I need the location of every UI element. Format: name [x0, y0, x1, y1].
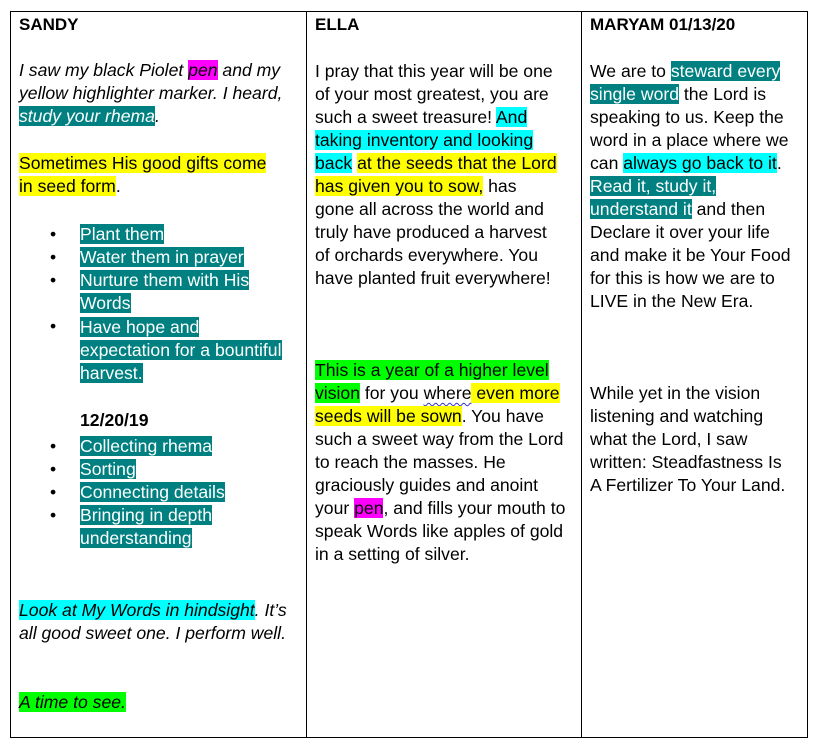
column-header: MARYAM 01/13/20: [590, 15, 736, 34]
highlight-yellow: at the seeds that the Lord has given you to sow,: [315, 153, 557, 196]
column-header: SANDY: [19, 15, 79, 34]
text-span: .: [115, 176, 121, 196]
text-span: has gone all across the world and truly have produced a harvest of orchards everywhere. You have planted fruit everywhere!: [315, 176, 551, 288]
text-span: , and fills your mouth to speak Words like apples of gold in a setting of silver.: [315, 498, 566, 564]
highlight-green: A time to see.: [19, 692, 126, 712]
text-span: We are to: [590, 61, 671, 81]
highlight-cyan: Look at My Words in hindsight: [19, 600, 255, 620]
text-span: where: [423, 383, 472, 403]
list-item: • Plant them: [50, 223, 282, 246]
list-item: • Sorting: [50, 458, 282, 481]
text-span: .: [776, 153, 782, 173]
paragraph: While yet in the vision listening and watching what the Lord, I saw written: Steadfastness Is A Fertilizer To Your Land.: [590, 383, 786, 495]
paragraph: [590, 60, 795, 313]
column-maryam: [582, 12, 807, 737]
list-item: • Bringing in depth understanding: [50, 504, 282, 550]
text-span: . It’s all good sweet one. I perform well.: [19, 600, 287, 643]
highlight-teal: steward every single word: [590, 61, 781, 104]
text-span: I saw my black Piolet: [19, 60, 189, 80]
highlight-cyan: And taking inventory and looking back: [315, 107, 534, 173]
highlight-teal: Read it, study it, understand it: [590, 176, 717, 219]
highlight-cyan: always go back to it: [623, 153, 777, 173]
highlight-magenta: pen: [354, 498, 384, 518]
bullet-list: [50, 223, 282, 385]
paragraph: [19, 691, 299, 714]
list-item: • Water them in prayer: [50, 246, 282, 269]
text-span: and then Declare it over your life and make it be Your Food for this is how we are to LIVE in the New Era.: [590, 199, 791, 311]
text-span: and my yellow highlighter marker. I heard,: [19, 60, 283, 103]
highlight-teal: study your rhema: [19, 106, 155, 126]
column-header: ELLA: [315, 15, 360, 34]
highlight-yellow: even more seeds will be sown: [315, 383, 560, 426]
paragraph: [19, 599, 304, 645]
list-item: • Have hope and expectation for a bountiful harvest.: [50, 315, 282, 385]
document-table: [10, 11, 808, 738]
date-label: 12/20/19: [80, 410, 149, 430]
list-item: • Collecting rhema: [50, 435, 282, 458]
bullet-list: [50, 435, 282, 550]
highlight-magenta: pen: [188, 60, 218, 80]
text-span: the Lord is speaking to us. Keep the word in a place where we can: [590, 84, 789, 173]
paragraph: [315, 60, 560, 290]
text-span: I pray that this year will be one of your most greatest, you are such a sweet treasure!: [315, 61, 553, 127]
highlight-yellow: Sometimes His good gifts come in seed form: [19, 153, 267, 196]
list-item: • Connecting details: [50, 481, 282, 504]
text-span: . You have such a sweet way from the Lord to reach the masses. He graciously guides and anoint your: [315, 406, 564, 518]
paragraph: [19, 59, 299, 128]
text-span: .: [154, 106, 160, 126]
list-item: • Nurture them with His Words: [50, 269, 282, 315]
paragraph: [315, 359, 570, 566]
column-sandy: [11, 12, 307, 737]
paragraph: [19, 152, 279, 198]
highlight-green: This is a year of a higher level vision: [315, 360, 549, 403]
text-span: for you: [359, 383, 424, 403]
column-ella: [307, 12, 582, 737]
